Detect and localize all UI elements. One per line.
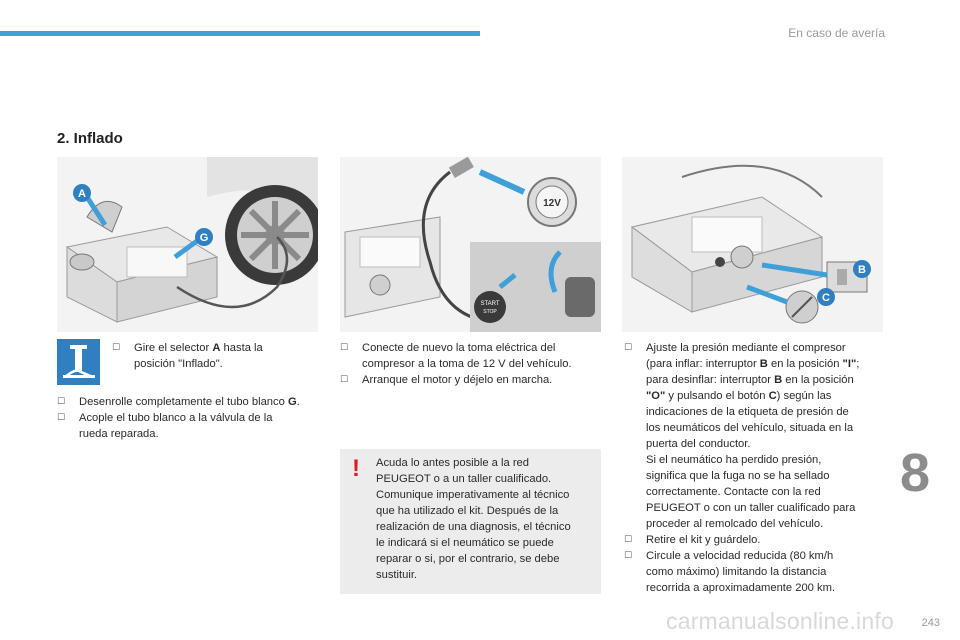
footer-watermark: carmanualsonline.info bbox=[666, 608, 894, 634]
col3-steps: ☐ Ajuste la presión mediante el compresor (para inflar: interruptor B en la posición "I"; para desinflar: interruptor B en la posición "O" y pulsando el botón C) según las indicaciones de la etiqueta de presión de los neumáticos del vehículo, situada en la puerta del conductor. Si el neumático ha perdido presión, significa que la fuga no se ha sellado correctamente. Contacte con la red PEUGEOT o con un taller cualificado para proceder al remolcado del vehículo. ☐ Retire el kit y guárdelo. ☐ Circule a velocidad reducida (80 km/h como máximo) limitando la distancia recorrida a aproximadamente 200 km. bbox=[624, 340, 894, 596]
list-item: ☐ Retire el kit y guárdelo. bbox=[624, 532, 894, 548]
col1-steps bbox=[57, 394, 322, 442]
warning-text: Acuda lo antes posible a la red PEUGEOT o a un taller cualificado. Comunique imperativamente al técnico que ha utilizado el kit. Después de la realización de una diagnosis, el técnico le indicará si el neumático se puede reparar o si, por el contrario, se debe sustituir. bbox=[376, 457, 571, 581]
label-g: G bbox=[199, 232, 209, 244]
list-item: ☐ Desenrolle completamente el tubo blanco G. bbox=[57, 394, 322, 410]
label-b: B bbox=[858, 264, 866, 276]
chapter-number: 8 bbox=[900, 443, 931, 503]
list-item: ☐ Arranque el motor y déjelo en marcha. bbox=[340, 372, 602, 388]
list-item: ☐ Acople el tubo blanco a la válvula de la bbox=[57, 410, 322, 426]
list-item-continuation: rueda reparada. bbox=[79, 428, 159, 440]
list-item: ☐ Conecte de nuevo la toma eléctrica del bbox=[340, 340, 602, 356]
list-item-continuation: posición "Inflado". bbox=[134, 358, 223, 370]
list-item-continuation: para desinflar: interruptor B en la posición bbox=[646, 374, 854, 386]
list-item-continuation: compresor a la toma de 12 V del vehículo. bbox=[362, 358, 572, 370]
page-heading: 2. Inflado bbox=[57, 130, 123, 147]
list-item-continuation: "O" y pulsando el botón C) según las bbox=[646, 390, 832, 402]
list-item-continuation: (para inflar: interruptor B en la posición "I"; bbox=[646, 358, 860, 370]
header-accent-bar bbox=[0, 31, 480, 36]
warning-icon: ! bbox=[352, 455, 360, 482]
list-item: ☐ Gire el selector A hasta la bbox=[112, 340, 322, 356]
figure-12v-socket bbox=[340, 157, 601, 332]
warning-box bbox=[340, 449, 601, 594]
list-item: ☐ Circule a velocidad reducida (80 km/h bbox=[624, 548, 894, 564]
label-stop: STOP bbox=[483, 309, 497, 315]
label-12v: 12V bbox=[543, 198, 561, 209]
figure-compressor-switch bbox=[622, 157, 883, 332]
label-c: C bbox=[822, 292, 830, 304]
list-item: ☐ Ajuste la presión mediante el compresor bbox=[624, 340, 894, 356]
col1-step1 bbox=[112, 340, 322, 372]
col2-steps bbox=[340, 340, 602, 388]
figure-compressor-wheel bbox=[57, 157, 318, 332]
section-title: En caso de avería bbox=[788, 26, 885, 40]
page-number: 243 bbox=[921, 617, 940, 629]
pump-icon bbox=[57, 339, 100, 385]
label-start: START bbox=[480, 301, 500, 307]
label-a: A bbox=[78, 188, 86, 200]
